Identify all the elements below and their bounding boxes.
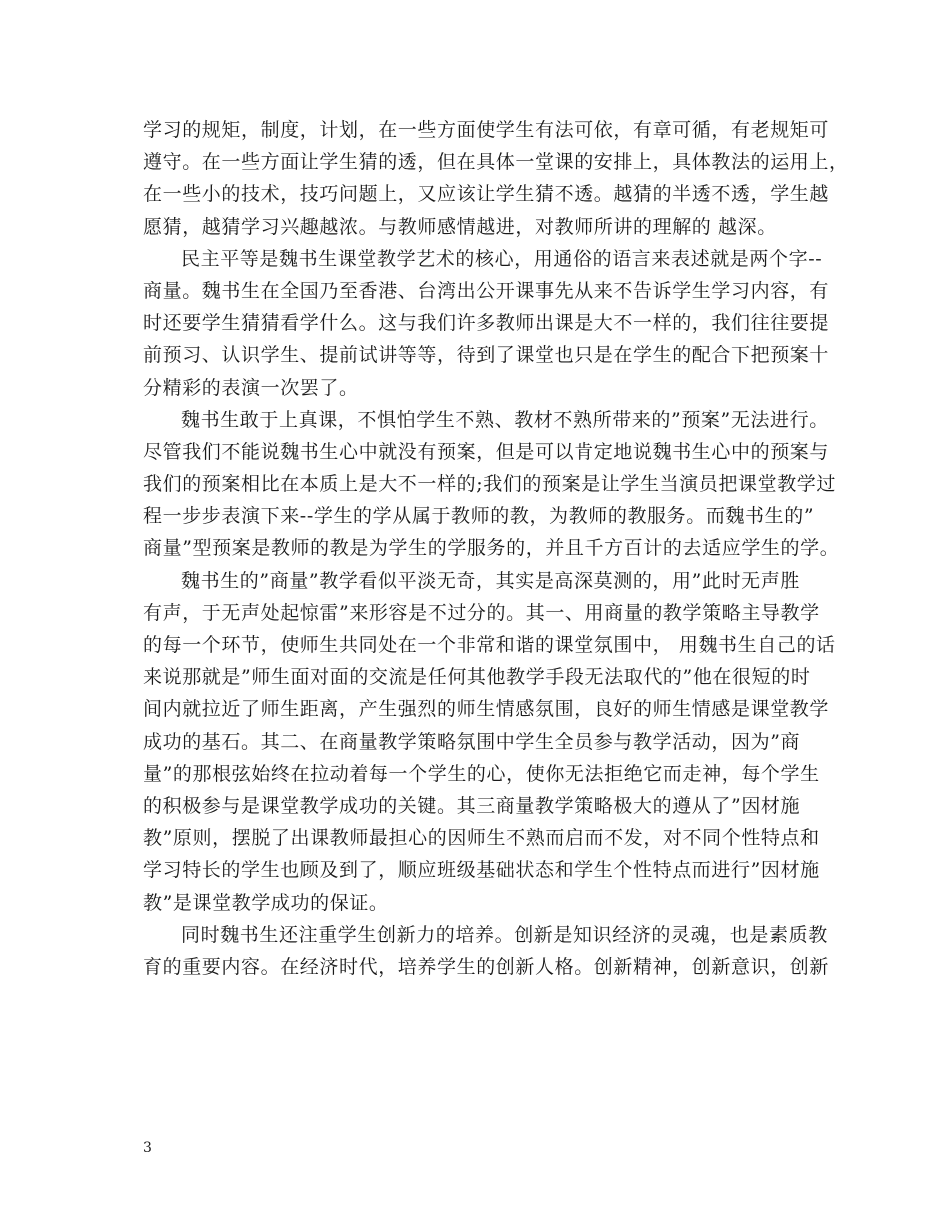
- text-line: 尽管我们不能说魏书生心中就没有预案，但是可以肯定地说魏书生心中的预案与: [143, 440, 830, 463]
- text-line: 我们的预案相比在本质上是大不一样的;我们的预案是让学生当演员把课堂教学过: [143, 473, 837, 496]
- paragraph-first-line: 同时魏书生还注重学生创新力的培养。创新是知识经济的灵魂，也是素质教: [181, 923, 828, 946]
- body-text: [143, 114, 849, 983]
- text-line: 成功的基石。其二、在商量教学策略氛围中学生全员参与教学活动，因为”商: [143, 730, 801, 753]
- text-line: 商量”型预案是教师的教是为学生的学服务的，并且千方百计的去适应学生的学。: [143, 537, 840, 560]
- text-line: 教”是课堂教学成功的保证。: [143, 891, 389, 914]
- text-line: 遵守。在一些方面让学生猜的透，但在具体一堂课的安排上，具体教法的运用上，: [143, 151, 849, 174]
- text-line: 教”原则，摆脱了出课教师最担心的因师生不熟而启而不发，对不同个性特点和: [143, 827, 820, 850]
- text-line: 程一步步表演下来--学生的学从属于教师的教，为教师的教服务。而魏书生的”: [143, 505, 815, 528]
- text-line: 育的重要内容。在经济时代，培养学生的创新人格。创新精神，创新意识，创新: [143, 955, 830, 978]
- text-line: 来说那就是”师生面对面的交流是任何其他教学手段无法取代的”他在很短的时: [143, 666, 811, 689]
- paragraph-first-line: 民主平等是魏书生课堂教学艺术的核心，用通俗的语言来表述就是两个字--: [181, 247, 823, 270]
- text-line: 学习的规矩，制度，计划，在一些方面使学生有法可依，有章可循，有老规矩可: [143, 119, 830, 141]
- text-line: 的每一个环节，使师生共同处在一个非常和谐的课堂氛围中， 用魏书生自己的话: [143, 634, 836, 656]
- page-number: 3: [143, 1140, 152, 1156]
- text-line: 商量。魏书生在全国乃至香港、台湾出公开课事先从来不告诉学生学习内容，有: [143, 279, 830, 302]
- text-line: 量”的那根弦始终在拉动着每一个学生的心，使你无法拒绝它而走神，每个学生: [143, 762, 820, 785]
- text-line: 时还要学生猜猜看学什么。这与我们许多教师出课是大不一样的，我们往往要提: [143, 312, 830, 335]
- text-line: 愿猜，越猜学习兴趣越浓。与教师感情越进，对教师所讲的理解的 越深。: [143, 215, 777, 238]
- text-line: 间内就拉近了师生距离，产生强烈的师生情感氛围，良好的师生情感是课堂教学: [143, 698, 830, 721]
- text-line: 的积极参与是课堂教学成功的关键。其三商量教学策略极大的遵从了”因材施: [143, 794, 801, 817]
- text-line: 前预习、认识学生、提前试讲等等，待到了课堂也只是在学生的配合下把预案十: [143, 344, 830, 367]
- paragraph-first-line: 魏书生的”商量”教学看似平淡无奇，其实是高深莫测的，用”此时无声胜: [181, 569, 800, 592]
- text-line: 学习特长的学生也顾及到了，顺应班级基础状态和学生个性特点而进行”因材施: [143, 859, 820, 882]
- paragraph-first-line: 魏书生敢于上真课，不惧怕学生不熟、教材不熟所带来的”预案”无法进行。: [181, 408, 829, 431]
- text-line: 分精彩的表演一次罢了。: [143, 376, 359, 399]
- text-line: 在一些小的技术，技巧问题上，又应该让学生猜不透。越猜的半透不透，学生越: [143, 183, 830, 206]
- text-line: 有声，于无声处起惊雷”来形容是不过分的。其一、用商量的教学策略主导教学: [143, 601, 820, 624]
